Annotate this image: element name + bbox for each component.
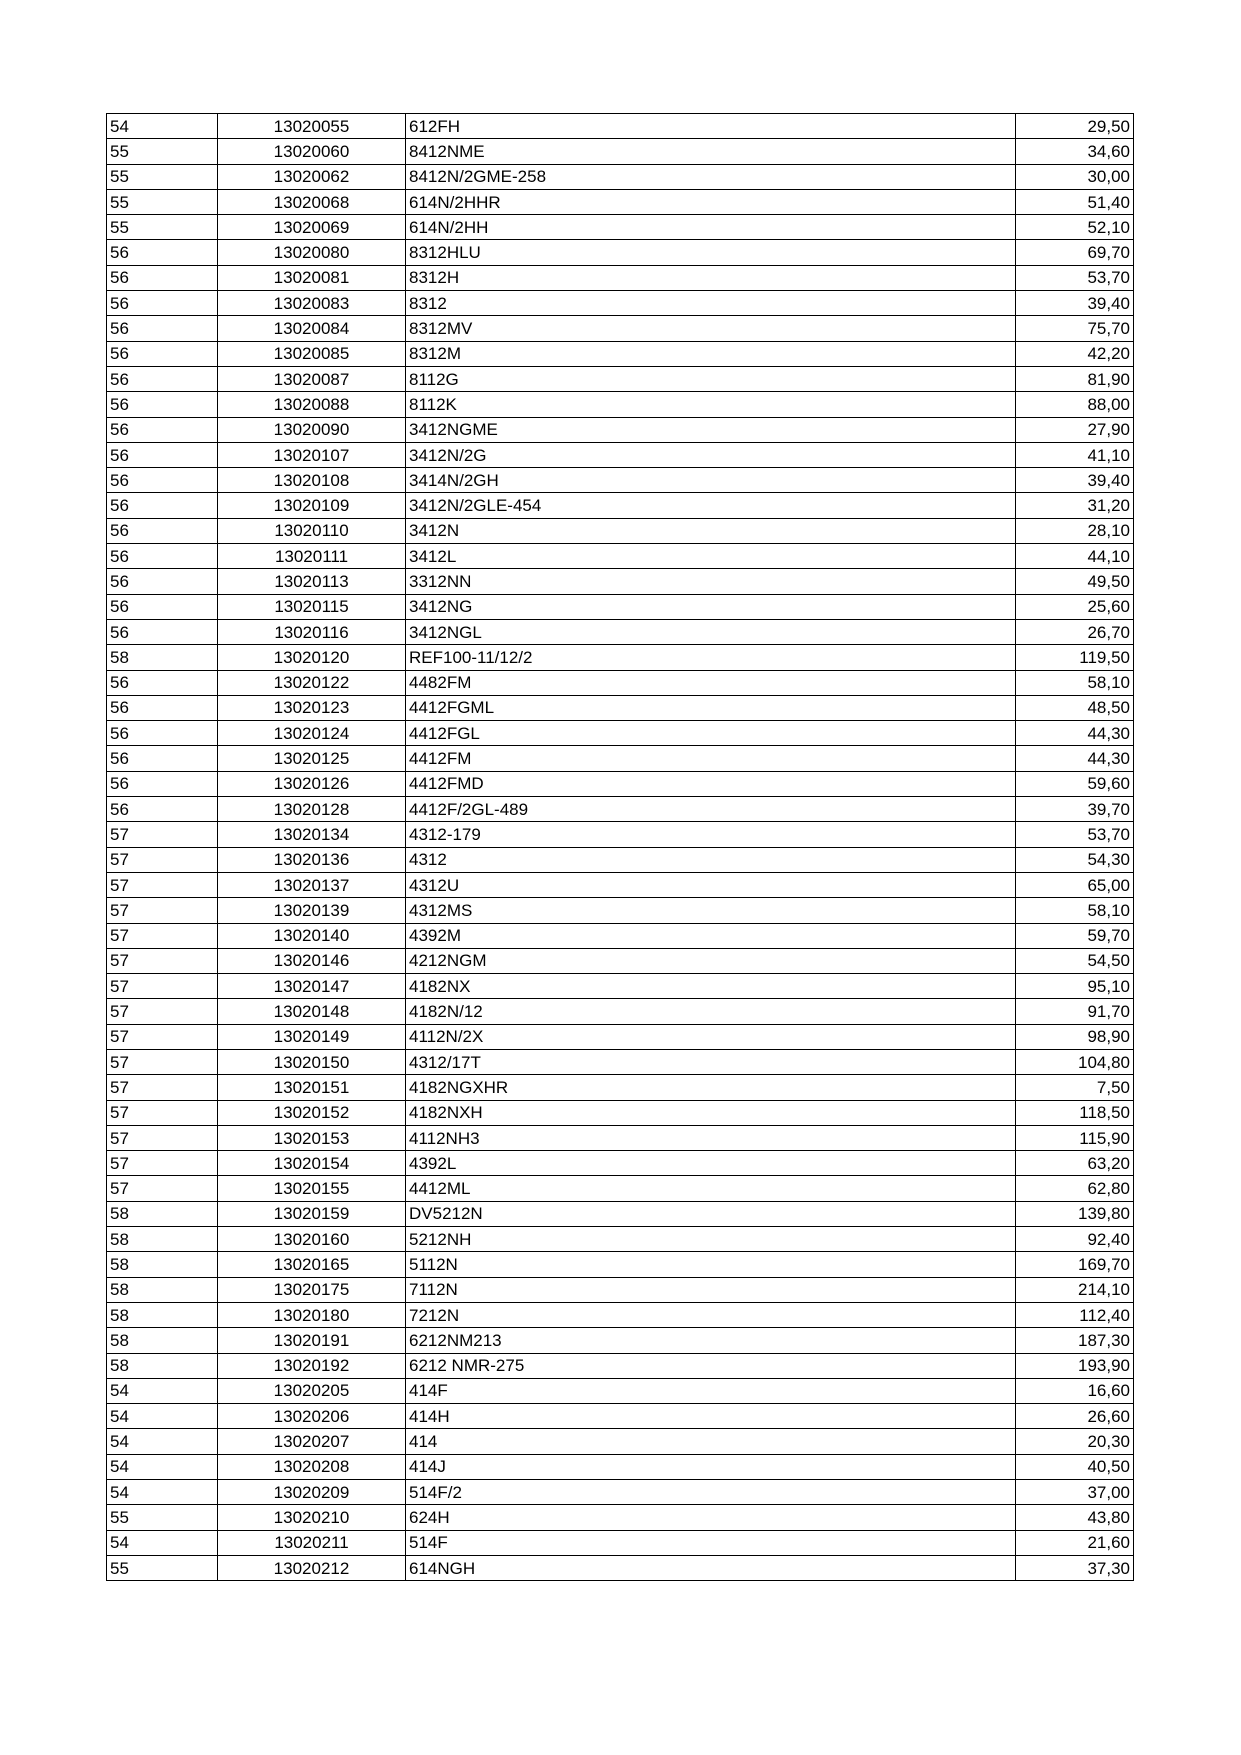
catalog-page-cell: 58	[107, 1227, 218, 1252]
reference-cell: 4412FGL	[406, 721, 1016, 746]
table-row	[107, 847, 1134, 872]
catalog-page-cell: 58	[107, 1252, 218, 1277]
product-code-cell: 13020120	[218, 645, 406, 670]
product-code-cell: 13020116	[218, 619, 406, 644]
table-row	[107, 1378, 1134, 1403]
catalog-page-cell: 55	[107, 215, 218, 240]
catalog-page-cell: 58	[107, 1277, 218, 1302]
product-code-cell: 13020150	[218, 1049, 406, 1074]
reference-cell: 8312	[406, 291, 1016, 316]
reference-cell: 4312-179	[406, 822, 1016, 847]
price-cell: 139,80	[1016, 1201, 1134, 1226]
product-code-cell: 13020087	[218, 366, 406, 391]
product-code-cell: 13020069	[218, 215, 406, 240]
reference-cell: 4312/17T	[406, 1049, 1016, 1074]
catalog-page-cell: 56	[107, 670, 218, 695]
product-code-cell: 13020123	[218, 695, 406, 720]
table-row	[107, 872, 1134, 897]
reference-cell: 514F	[406, 1530, 1016, 1555]
reference-cell: 4212NGM	[406, 948, 1016, 973]
table-row	[107, 417, 1134, 442]
catalog-page-cell: 55	[107, 189, 218, 214]
reference-cell: 4412FM	[406, 746, 1016, 771]
table-row	[107, 1530, 1134, 1555]
table-row	[107, 215, 1134, 240]
table-row	[107, 619, 1134, 644]
price-cell: 98,90	[1016, 1024, 1134, 1049]
price-cell: 54,50	[1016, 948, 1134, 973]
price-cell: 44,10	[1016, 544, 1134, 569]
table-row	[107, 721, 1134, 746]
table-row	[107, 164, 1134, 189]
product-code-cell: 13020060	[218, 139, 406, 164]
catalog-page-cell: 56	[107, 240, 218, 265]
price-cell: 31,20	[1016, 493, 1134, 518]
reference-cell: 4482FM	[406, 670, 1016, 695]
catalog-page-cell: 57	[107, 1049, 218, 1074]
reference-cell: 414H	[406, 1404, 1016, 1429]
price-cell: 44,30	[1016, 721, 1134, 746]
table-row	[107, 316, 1134, 341]
price-cell: 54,30	[1016, 847, 1134, 872]
table-row	[107, 898, 1134, 923]
catalog-page-cell: 58	[107, 1328, 218, 1353]
reference-cell: 8312MV	[406, 316, 1016, 341]
reference-cell: 614NGH	[406, 1555, 1016, 1580]
product-code-cell: 13020111	[218, 544, 406, 569]
product-code-cell: 13020124	[218, 721, 406, 746]
catalog-page-cell: 54	[107, 1429, 218, 1454]
catalog-page-cell: 57	[107, 923, 218, 948]
reference-cell: 414F	[406, 1378, 1016, 1403]
table-row	[107, 544, 1134, 569]
table-row	[107, 1480, 1134, 1505]
catalog-page-cell: 57	[107, 948, 218, 973]
product-code-cell: 13020205	[218, 1378, 406, 1403]
reference-cell: 3312NN	[406, 569, 1016, 594]
reference-cell: 3412NGME	[406, 417, 1016, 442]
table-row	[107, 695, 1134, 720]
reference-cell: 4392L	[406, 1151, 1016, 1176]
price-cell: 53,70	[1016, 265, 1134, 290]
product-code-cell: 13020208	[218, 1454, 406, 1479]
table-row	[107, 1049, 1134, 1074]
product-code-cell: 13020212	[218, 1555, 406, 1580]
product-code-cell: 13020210	[218, 1505, 406, 1530]
product-code-cell: 13020055	[218, 114, 406, 139]
table-row	[107, 1100, 1134, 1125]
reference-cell: 4112N/2X	[406, 1024, 1016, 1049]
product-code-cell: 13020147	[218, 974, 406, 999]
catalog-page-cell: 54	[107, 114, 218, 139]
catalog-page-cell: 56	[107, 771, 218, 796]
reference-cell: 614N/2HHR	[406, 189, 1016, 214]
price-cell: 37,30	[1016, 1555, 1134, 1580]
price-cell: 16,60	[1016, 1378, 1134, 1403]
product-code-cell: 13020206	[218, 1404, 406, 1429]
product-code-cell: 13020151	[218, 1075, 406, 1100]
price-cell: 63,20	[1016, 1151, 1134, 1176]
table-row	[107, 1024, 1134, 1049]
reference-cell: 3412N/2G	[406, 442, 1016, 467]
price-cell: 20,30	[1016, 1429, 1134, 1454]
table-row	[107, 468, 1134, 493]
catalog-page-cell: 57	[107, 872, 218, 897]
price-cell: 39,40	[1016, 468, 1134, 493]
price-cell: 26,70	[1016, 619, 1134, 644]
reference-cell: 3412L	[406, 544, 1016, 569]
table-row	[107, 1555, 1134, 1580]
product-code-cell: 13020088	[218, 392, 406, 417]
product-code-cell: 13020136	[218, 847, 406, 872]
price-cell: 37,00	[1016, 1480, 1134, 1505]
reference-cell: 624H	[406, 1505, 1016, 1530]
reference-cell: 8112G	[406, 366, 1016, 391]
reference-cell: 4312	[406, 847, 1016, 872]
reference-cell: 8312HLU	[406, 240, 1016, 265]
table-row	[107, 1075, 1134, 1100]
product-code-cell: 13020128	[218, 797, 406, 822]
product-code-cell: 13020062	[218, 164, 406, 189]
table-row	[107, 341, 1134, 366]
table-row	[107, 1176, 1134, 1201]
reference-cell: 7112N	[406, 1277, 1016, 1302]
price-cell: 92,40	[1016, 1227, 1134, 1252]
catalog-page-cell: 56	[107, 518, 218, 543]
product-code-cell: 13020108	[218, 468, 406, 493]
price-cell: 25,60	[1016, 594, 1134, 619]
catalog-page-cell: 57	[107, 847, 218, 872]
price-cell: 193,90	[1016, 1353, 1134, 1378]
price-cell: 65,00	[1016, 872, 1134, 897]
reference-cell: 4412ML	[406, 1176, 1016, 1201]
table-row	[107, 114, 1134, 139]
table-row	[107, 948, 1134, 973]
price-cell: 28,10	[1016, 518, 1134, 543]
price-cell: 48,50	[1016, 695, 1134, 720]
catalog-page-cell: 58	[107, 1302, 218, 1327]
price-cell: 69,70	[1016, 240, 1134, 265]
price-cell: 27,90	[1016, 417, 1134, 442]
reference-cell: 4312MS	[406, 898, 1016, 923]
price-cell: 187,30	[1016, 1328, 1134, 1353]
product-code-cell: 13020160	[218, 1227, 406, 1252]
price-cell: 75,70	[1016, 316, 1134, 341]
product-code-cell: 13020140	[218, 923, 406, 948]
product-code-cell: 13020149	[218, 1024, 406, 1049]
product-code-cell: 13020139	[218, 898, 406, 923]
price-cell: 30,00	[1016, 164, 1134, 189]
catalog-page-cell: 57	[107, 1100, 218, 1125]
table-row	[107, 746, 1134, 771]
catalog-page-cell: 56	[107, 544, 218, 569]
reference-cell: 7212N	[406, 1302, 1016, 1327]
catalog-page-cell: 56	[107, 746, 218, 771]
price-cell: 112,40	[1016, 1302, 1134, 1327]
price-cell: 115,90	[1016, 1125, 1134, 1150]
price-cell: 49,50	[1016, 569, 1134, 594]
catalog-page-cell: 56	[107, 468, 218, 493]
reference-cell: 4182NXH	[406, 1100, 1016, 1125]
catalog-page-cell: 57	[107, 1024, 218, 1049]
table-row	[107, 493, 1134, 518]
price-cell: 104,80	[1016, 1049, 1134, 1074]
price-cell: 43,80	[1016, 1505, 1134, 1530]
product-code-cell: 13020137	[218, 872, 406, 897]
reference-cell: 4182NGXHR	[406, 1075, 1016, 1100]
product-code-cell: 13020083	[218, 291, 406, 316]
product-code-cell: 13020159	[218, 1201, 406, 1226]
price-cell: 34,60	[1016, 139, 1134, 164]
price-cell: 26,60	[1016, 1404, 1134, 1429]
table-row	[107, 1227, 1134, 1252]
table-row	[107, 1353, 1134, 1378]
table-row	[107, 923, 1134, 948]
catalog-page-cell: 56	[107, 341, 218, 366]
price-cell: 59,70	[1016, 923, 1134, 948]
catalog-page-cell: 56	[107, 366, 218, 391]
reference-cell: 6212NM213	[406, 1328, 1016, 1353]
table-row	[107, 999, 1134, 1024]
reference-cell: 4112NH3	[406, 1125, 1016, 1150]
reference-cell: 4412F/2GL-489	[406, 797, 1016, 822]
price-list-body	[107, 114, 1134, 1581]
price-cell: 39,40	[1016, 291, 1134, 316]
catalog-page-cell: 58	[107, 645, 218, 670]
reference-cell: 4182NX	[406, 974, 1016, 999]
product-code-cell: 13020211	[218, 1530, 406, 1555]
table-row	[107, 771, 1134, 796]
product-code-cell: 13020155	[218, 1176, 406, 1201]
product-code-cell: 13020209	[218, 1480, 406, 1505]
product-code-cell: 13020153	[218, 1125, 406, 1150]
product-code-cell: 13020090	[218, 417, 406, 442]
catalog-page-cell: 55	[107, 1555, 218, 1580]
reference-cell: 4312U	[406, 872, 1016, 897]
price-cell: 118,50	[1016, 1100, 1134, 1125]
table-row	[107, 265, 1134, 290]
reference-cell: 614N/2HH	[406, 215, 1016, 240]
reference-cell: 6212 NMR-275	[406, 1353, 1016, 1378]
product-code-cell: 13020154	[218, 1151, 406, 1176]
table-row	[107, 569, 1134, 594]
price-cell: 44,30	[1016, 746, 1134, 771]
product-code-cell: 13020085	[218, 341, 406, 366]
table-row	[107, 1252, 1134, 1277]
price-cell: 169,70	[1016, 1252, 1134, 1277]
reference-cell: 3412NG	[406, 594, 1016, 619]
price-cell: 53,70	[1016, 822, 1134, 847]
product-code-cell: 13020175	[218, 1277, 406, 1302]
price-cell: 119,50	[1016, 645, 1134, 670]
table-row	[107, 1201, 1134, 1226]
price-cell: 58,10	[1016, 898, 1134, 923]
table-row	[107, 1454, 1134, 1479]
reference-cell: 8312H	[406, 265, 1016, 290]
reference-cell: 8412NME	[406, 139, 1016, 164]
reference-cell: 3412N/2GLE-454	[406, 493, 1016, 518]
price-list-table	[106, 113, 1134, 1581]
reference-cell: 4412FMD	[406, 771, 1016, 796]
reference-cell: 514F/2	[406, 1480, 1016, 1505]
table-row	[107, 392, 1134, 417]
catalog-page-cell: 56	[107, 569, 218, 594]
catalog-page-cell: 57	[107, 1075, 218, 1100]
catalog-page-cell: 56	[107, 392, 218, 417]
table-row	[107, 291, 1134, 316]
price-cell: 40,50	[1016, 1454, 1134, 1479]
reference-cell: 3412N	[406, 518, 1016, 543]
reference-cell: 4412FGML	[406, 695, 1016, 720]
price-cell: 95,10	[1016, 974, 1134, 999]
catalog-page-cell: 54	[107, 1454, 218, 1479]
table-row	[107, 240, 1134, 265]
reference-cell: 4182N/12	[406, 999, 1016, 1024]
reference-cell: DV5212N	[406, 1201, 1016, 1226]
reference-cell: 3414N/2GH	[406, 468, 1016, 493]
price-cell: 62,80	[1016, 1176, 1134, 1201]
catalog-page-cell: 57	[107, 1151, 218, 1176]
product-code-cell: 13020081	[218, 265, 406, 290]
catalog-page-cell: 57	[107, 898, 218, 923]
catalog-page-cell: 57	[107, 1125, 218, 1150]
price-cell: 51,40	[1016, 189, 1134, 214]
product-code-cell: 13020109	[218, 493, 406, 518]
table-row	[107, 518, 1134, 543]
table-row	[107, 594, 1134, 619]
product-code-cell: 13020107	[218, 442, 406, 467]
product-code-cell: 13020080	[218, 240, 406, 265]
product-code-cell: 13020110	[218, 518, 406, 543]
product-code-cell: 13020146	[218, 948, 406, 973]
catalog-page-cell: 56	[107, 721, 218, 746]
catalog-page-cell: 58	[107, 1353, 218, 1378]
catalog-page-cell: 56	[107, 493, 218, 518]
reference-cell: REF100-11/12/2	[406, 645, 1016, 670]
catalog-page-cell: 54	[107, 1530, 218, 1555]
table-row	[107, 189, 1134, 214]
product-code-cell: 13020125	[218, 746, 406, 771]
catalog-page-cell: 55	[107, 1505, 218, 1530]
table-row	[107, 1505, 1134, 1530]
table-row	[107, 1328, 1134, 1353]
product-code-cell: 13020192	[218, 1353, 406, 1378]
reference-cell: 3412NGL	[406, 619, 1016, 644]
reference-cell: 8312M	[406, 341, 1016, 366]
catalog-page-cell: 55	[107, 139, 218, 164]
catalog-page-cell: 55	[107, 164, 218, 189]
catalog-page-cell: 56	[107, 291, 218, 316]
catalog-page-cell: 57	[107, 974, 218, 999]
product-code-cell: 13020122	[218, 670, 406, 695]
catalog-page-cell: 56	[107, 265, 218, 290]
catalog-page-cell: 57	[107, 822, 218, 847]
catalog-page-cell: 58	[107, 1201, 218, 1226]
catalog-page-cell: 54	[107, 1404, 218, 1429]
product-code-cell: 13020113	[218, 569, 406, 594]
reference-cell: 5112N	[406, 1252, 1016, 1277]
reference-cell: 414	[406, 1429, 1016, 1454]
catalog-page-cell: 56	[107, 619, 218, 644]
table-row	[107, 1151, 1134, 1176]
table-row	[107, 1125, 1134, 1150]
price-cell: 88,00	[1016, 392, 1134, 417]
catalog-page-cell: 57	[107, 1176, 218, 1201]
price-cell: 7,50	[1016, 1075, 1134, 1100]
catalog-page-cell: 56	[107, 797, 218, 822]
table-row	[107, 1277, 1134, 1302]
product-code-cell: 13020134	[218, 822, 406, 847]
catalog-page-cell: 57	[107, 999, 218, 1024]
price-cell: 41,10	[1016, 442, 1134, 467]
price-cell: 214,10	[1016, 1277, 1134, 1302]
reference-cell: 4392M	[406, 923, 1016, 948]
table-row	[107, 670, 1134, 695]
product-code-cell: 13020115	[218, 594, 406, 619]
table-row	[107, 797, 1134, 822]
reference-cell: 8112K	[406, 392, 1016, 417]
price-cell: 29,50	[1016, 114, 1134, 139]
price-cell: 59,60	[1016, 771, 1134, 796]
table-row	[107, 1302, 1134, 1327]
catalog-page-cell: 56	[107, 442, 218, 467]
table-row	[107, 1429, 1134, 1454]
catalog-page-cell: 54	[107, 1378, 218, 1403]
catalog-page-cell: 56	[107, 594, 218, 619]
reference-cell: 612FH	[406, 114, 1016, 139]
product-code-cell: 13020191	[218, 1328, 406, 1353]
table-row	[107, 1404, 1134, 1429]
product-code-cell: 13020180	[218, 1302, 406, 1327]
product-code-cell: 13020148	[218, 999, 406, 1024]
product-code-cell: 13020126	[218, 771, 406, 796]
table-row	[107, 139, 1134, 164]
price-cell: 81,90	[1016, 366, 1134, 391]
price-cell: 39,70	[1016, 797, 1134, 822]
product-code-cell: 13020084	[218, 316, 406, 341]
reference-cell: 414J	[406, 1454, 1016, 1479]
table-row	[107, 645, 1134, 670]
reference-cell: 8412N/2GME-258	[406, 164, 1016, 189]
table-row	[107, 442, 1134, 467]
product-code-cell: 13020207	[218, 1429, 406, 1454]
catalog-page-cell: 56	[107, 695, 218, 720]
product-code-cell: 13020165	[218, 1252, 406, 1277]
catalog-page-cell: 56	[107, 316, 218, 341]
price-cell: 91,70	[1016, 999, 1134, 1024]
table-row	[107, 974, 1134, 999]
price-cell: 52,10	[1016, 215, 1134, 240]
product-code-cell: 13020152	[218, 1100, 406, 1125]
product-code-cell: 13020068	[218, 189, 406, 214]
price-cell: 42,20	[1016, 341, 1134, 366]
catalog-page-cell: 56	[107, 417, 218, 442]
reference-cell: 5212NH	[406, 1227, 1016, 1252]
table-row	[107, 822, 1134, 847]
price-cell: 58,10	[1016, 670, 1134, 695]
catalog-page-cell: 54	[107, 1480, 218, 1505]
price-cell: 21,60	[1016, 1530, 1134, 1555]
table-row	[107, 366, 1134, 391]
